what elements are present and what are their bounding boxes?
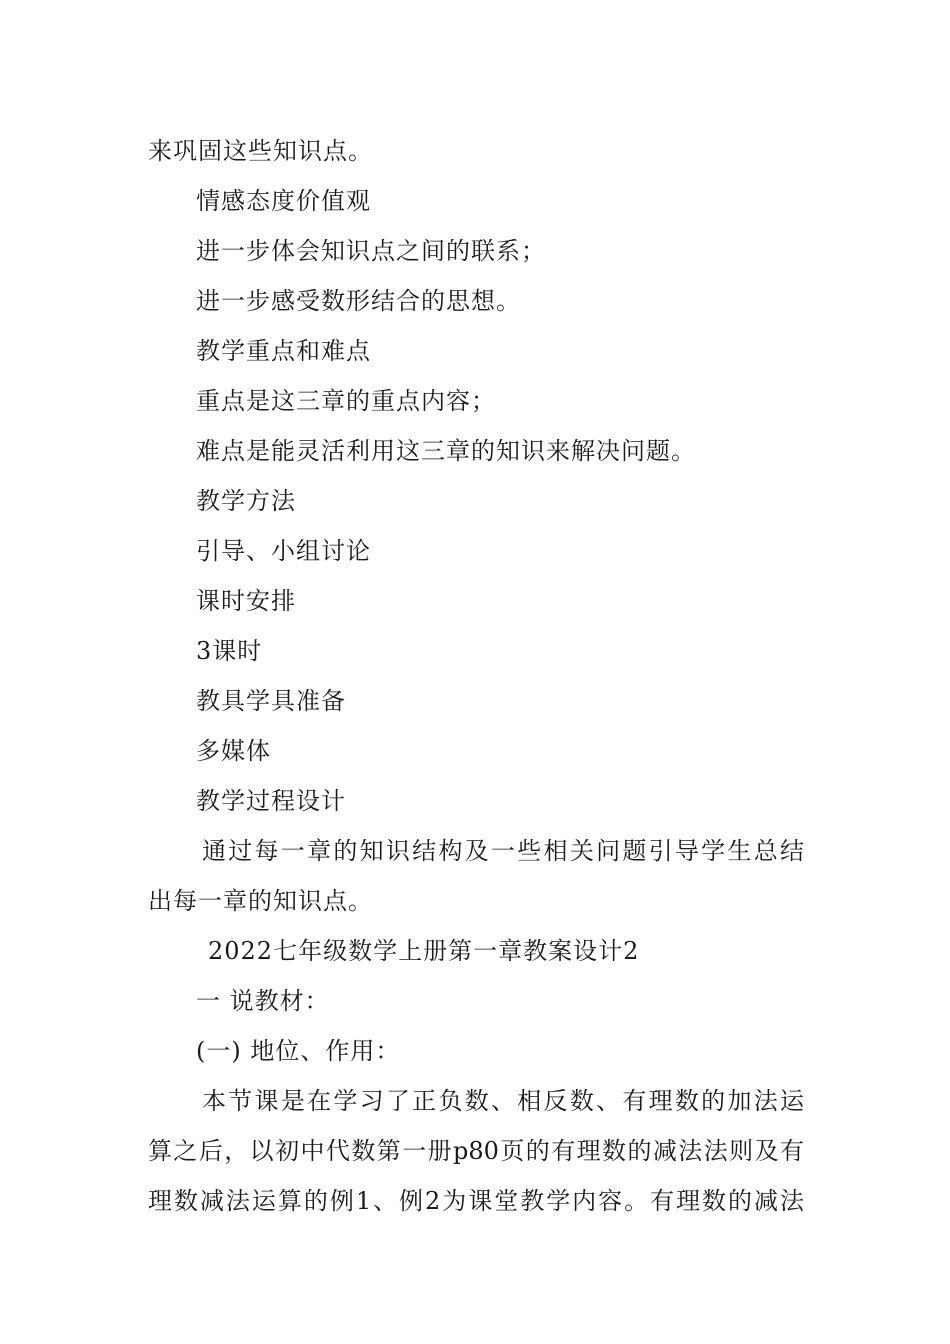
paragraph-line: 本节课是在学习了正负数、相反数、有理数的加法运 (202, 1087, 804, 1115)
text-line: 进一步感受数形结合的思想。 (196, 287, 521, 315)
section-heading: 课时安排 (196, 587, 296, 615)
paragraph-line: 通过每一章的知识结构及一些相关问题引导学生总结 (202, 837, 804, 865)
text-line: 多媒体 (196, 737, 271, 765)
section-heading: 一 说教材： (196, 987, 330, 1015)
section-heading: 教学方法 (196, 487, 296, 515)
paragraph-line: 理数减法运算的例1、例2为课堂教学内容。有理数的减法 (148, 1187, 804, 1215)
paragraph-line: 算之后，以初中代数第一册p80页的有理数的减法法则及有 (148, 1137, 804, 1165)
text-line: 引导、小组讨论 (196, 537, 371, 565)
section-heading: 教具学具准备 (196, 687, 346, 715)
text-line: 3课时 (196, 637, 263, 665)
section-heading: 教学过程设计 (196, 787, 346, 815)
text-line: 难点是能灵活利用这三章的知识来解决问题。 (196, 437, 696, 465)
text-line: 重点是这三章的重点内容； (196, 387, 496, 415)
text-line: 进一步体会知识点之间的联系； (196, 237, 546, 265)
text-line: 来巩固这些知识点。 (148, 137, 373, 165)
section-heading: 教学重点和难点 (196, 337, 371, 365)
section-heading: (一) 地位、作用： (196, 1037, 401, 1065)
section-heading: 情感态度价值观 (196, 187, 371, 215)
document-title: 2022七年级数学上册第一章教案设计2 (208, 937, 640, 965)
paragraph-line: 出每一章的知识点。 (148, 887, 373, 915)
